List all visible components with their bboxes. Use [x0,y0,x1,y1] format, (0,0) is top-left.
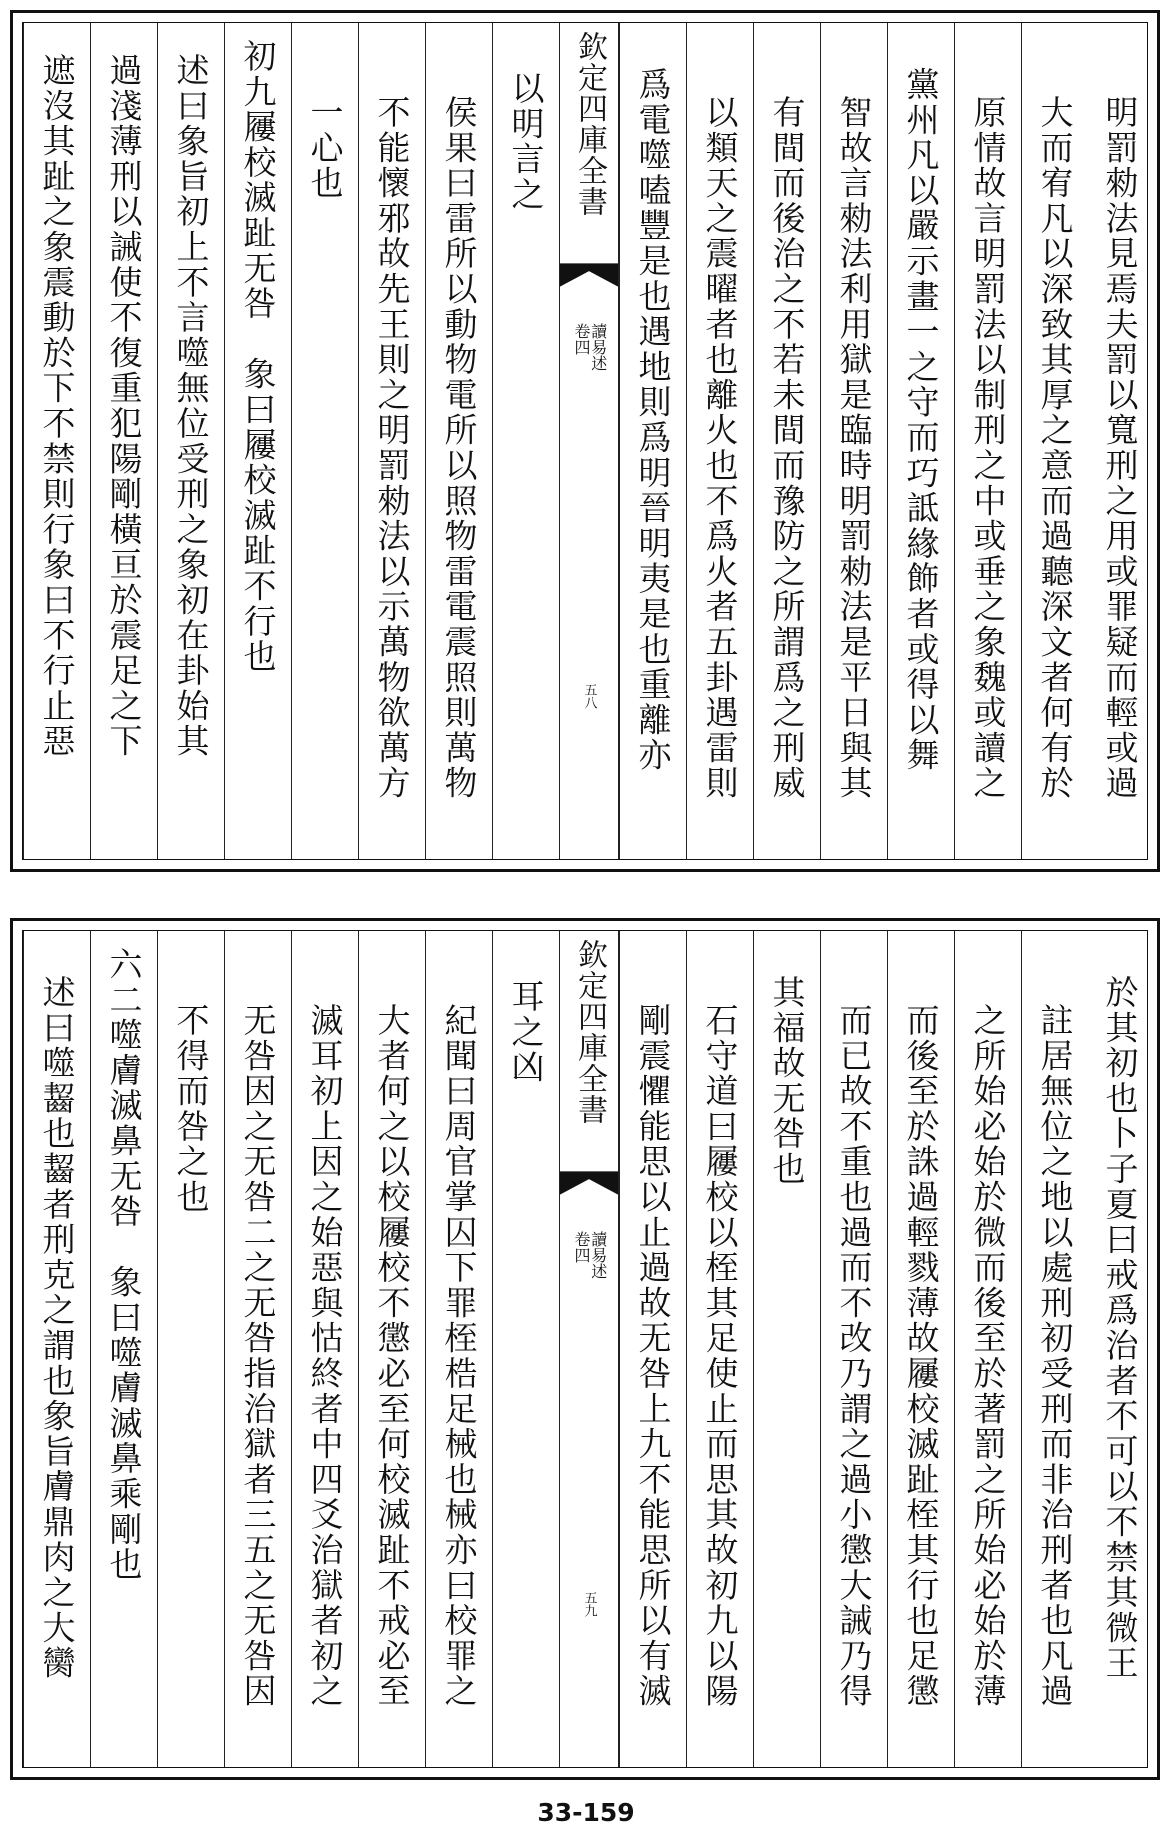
text-column [1088,931,1152,1767]
book-title-text: 讀易述 [588,1231,608,1279]
volume-text: 卷四 [572,323,591,355]
column-text: 石守道曰屨校以桎其足使止而思其故初九以陽 [700,1003,740,1709]
text-column [1021,23,1088,859]
page-center-band [559,23,619,859]
column-text: 而已故不重也過而不改乃謂之過小懲大誡乃得 [834,1003,874,1709]
column-text: 智故言勑法利用獄是臨時明罰勑法是平日與其 [834,95,874,801]
text-column [291,931,358,1767]
text-column [23,23,90,859]
column-text: 无咎因之无咎二之无咎指治獄者三五之无咎因 [238,1003,278,1709]
column-text: 遮沒其趾之象震動於下不禁則行象曰不行止惡 [37,53,77,759]
text-column [358,931,425,1767]
text-column [753,931,820,1767]
text-column [686,23,753,859]
column-text: 紀聞曰周官掌囚下罪桎梏足械也械亦曰校罪之 [439,1003,479,1709]
text-column [820,23,887,859]
column-text: 於其初也卜子夏曰戒爲治者不可以不禁其微王 [1100,975,1140,1681]
running-title: 欽定四庫全書 [572,939,607,1125]
text-column [820,931,887,1767]
column-text: 不得而咎之也 [171,1003,211,1215]
text-column [291,23,358,859]
column-text: 大者何之以校屨校不懲必至何校滅趾不戒必至 [372,1003,412,1709]
text-column [954,23,1021,859]
text-column [358,23,425,859]
text-column [157,931,224,1767]
column-text: 滅耳初上因之始惡與怙終者中四爻治獄者初之 [305,1003,345,1709]
lower-page [10,918,1160,1780]
folio-number: 五八 [581,683,597,709]
text-column [1088,23,1152,859]
footer-page-number: 33-159 [537,1798,635,1827]
column-text: 以類天之震曜者也離火也不爲火者五卦遇雷則 [700,95,740,801]
column-text: 之所始必始於微而後至於著罰之所始必始於薄 [968,1003,1008,1709]
book-title [572,323,606,371]
running-title: 欽定四庫全書 [572,31,607,217]
text-column [492,23,559,859]
text-column [686,931,753,1767]
column-text: 原情故言明罰法以制刑之中或垂之象魏或讀之 [968,95,1008,801]
text-column [224,931,291,1767]
column-text: 初九屨校滅趾无咎 象曰屨校滅趾不行也 [238,39,278,675]
fish-tail-mark-top [560,1171,618,1195]
page-center-band [559,931,619,1767]
column-text: 不能懷邪故先王則之明罰勑法以示萬物欲萬方 [372,95,412,801]
column-text: 註居無位之地以處刑初受刑而非治刑者也凡過 [1035,1003,1075,1709]
column-text: 述曰象旨初上不言噬無位受刑之象初在卦始其 [171,53,211,759]
column-text: 明罰勑法見焉夫罰以寬刑之用或罪疑而輕或過 [1100,95,1140,801]
book-title-text: 讀易述 [588,323,608,371]
text-column [1021,931,1088,1767]
column-text: 六二噬膚滅鼻无咎 象曰噬膚滅鼻乘剛也 [104,947,144,1583]
column-text: 剛震懼能思以止過故无咎上九不能思所以有滅 [633,1003,673,1709]
text-column [23,931,90,1767]
column-text: 其福故无咎也 [767,975,807,1187]
column-text: 有間而後治之不若未間而豫防之所謂爲之刑威 [767,95,807,801]
column-text: 大而宥凡以深致其厚之意而過聽深文者何有於 [1035,95,1075,801]
text-column [224,23,291,859]
fish-tail-mark-top [560,263,618,287]
lower-page-frame [22,930,1148,1768]
text-column [492,931,559,1767]
text-column [425,23,492,859]
column-text: 耳之凶 [506,979,546,1085]
upper-page-frame [22,22,1148,860]
column-text: 述曰噬齧也齧者刑克之謂也象旨膚鼎肉之大臠 [37,975,77,1681]
column-text: 一心也 [305,95,345,201]
book-title [572,1231,606,1279]
volume-text: 卷四 [572,1231,591,1263]
text-column [619,931,686,1767]
text-column [887,23,954,859]
column-text: 以明言之 [506,71,546,213]
text-column [887,931,954,1767]
text-column [753,23,820,859]
column-text: 侯果曰雷所以動物電所以照物雷電震照則萬物 [439,95,479,801]
text-column [619,23,686,859]
upper-page [10,10,1160,872]
column-text: 而後至於誅過輕戮薄故屨校滅趾桎其行也足懲 [901,1003,941,1709]
column-text: 黨州凡以嚴示畫一之守而巧詆緣飾者或得以舞 [901,67,941,773]
text-column [90,931,157,1767]
text-column [954,931,1021,1767]
column-text: 過淺薄刑以誡使不復重犯陽剛橫亘於震足之下 [104,53,144,759]
text-column [90,23,157,859]
text-column [425,931,492,1767]
column-text: 爲電噬嗑豐是也遇地則爲明晉明夷是也重離亦 [633,67,673,773]
text-column [157,23,224,859]
folio-number: 五九 [581,1591,597,1617]
